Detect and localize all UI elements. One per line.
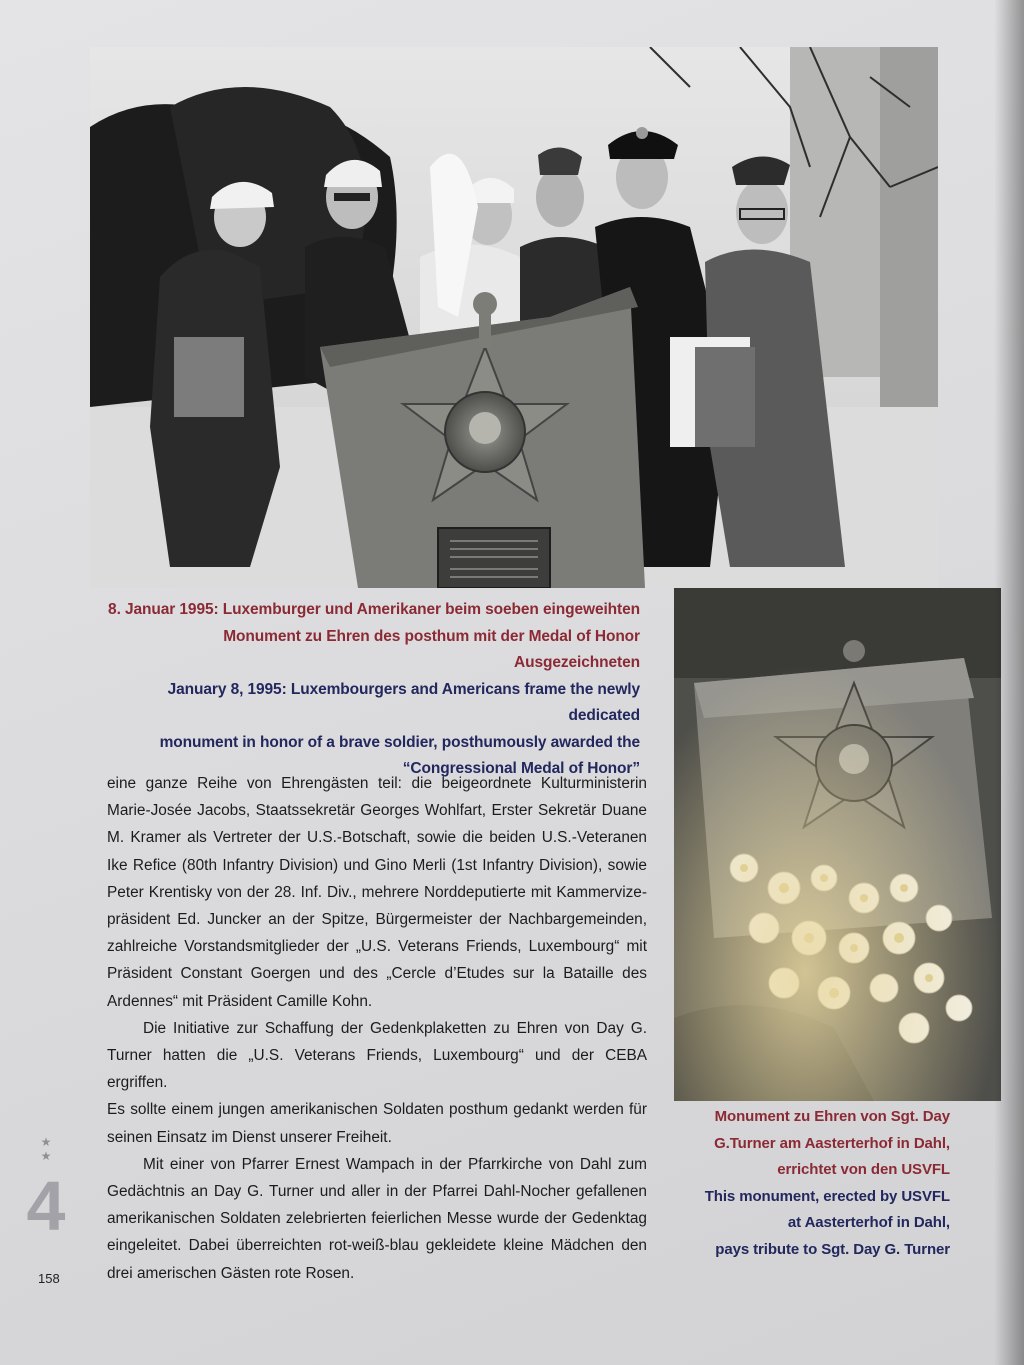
text-line: präsident Ed. Juncker an der Spitze, Bürgermeister der Nachbargemeinden, (107, 911, 647, 929)
star-icon: ★ (40, 1135, 52, 1149)
body-text (107, 770, 647, 1287)
text-line: seinen Einsatz im Dienst unserer Freiheit. (107, 1128, 392, 1146)
monument-flowers-photo (674, 588, 1001, 1101)
paragraph-guests (107, 770, 647, 1015)
text-line: Marie-Josée Jacobs, Staatssekretär Georges Wohlfart, Erster Sekretär Duane (107, 802, 647, 820)
text-line: Peter Krentisky von der 28. Inf. Div., mehrere Norddeputierte mit Kammervize- (107, 883, 647, 901)
text-line: Es sollte einem jungen amerikanischen Soldaten posthum gedankt werden für (107, 1101, 647, 1119)
caption-de-line: G.Turner am Aasterterhof in Dahl, (714, 1134, 950, 1152)
side-photo-caption (600, 1104, 950, 1263)
caption-de-line: errichtet von den USVFL (777, 1161, 950, 1178)
text-line: Turner hatten die „U.S. Veterans Friends, Luxembourg“ und der CEBA ergriffen. (107, 1047, 647, 1092)
caption-de-line: Monument zu Ehren von Sgt. Day (714, 1108, 950, 1125)
caption-en-line: pays tribute to Sgt. Day G. Turner (715, 1240, 950, 1258)
text-line: Ike Refice (80th Infantry Division) und Gino Merli (1st Infantry Division), sowie (107, 856, 647, 874)
page-number: 158 (38, 1271, 60, 1286)
text-line: eine ganze Reihe von Ehrengästen teil: die beigeordnete Kulturministerin (107, 775, 647, 792)
chapter-number: 4 (26, 1167, 66, 1245)
text-line: drei amerischen Gästen rote Rosen. (107, 1264, 355, 1282)
text-line: Präsident Constant Goergen und des „Cercle d’Etudes sur la Bataille des (107, 965, 647, 983)
caption-en-line: This monument, erected by USVFL (704, 1187, 950, 1205)
chapter-marker (26, 1135, 66, 1245)
veterans-monument-photo (90, 47, 938, 588)
star-icon: ★ (40, 1149, 52, 1163)
main-photo-caption (100, 597, 640, 783)
caption-de-line: 8. Januar 1995: Luxemburger und Amerikaner beim soeben eingeweihten (108, 601, 640, 618)
text-line: eingeleitet. Dabei überreichten rot-weiß-blau gekleidete kleine Mädchen den (107, 1237, 647, 1255)
caption-de-line: Monument zu Ehren des posthum mit der Medal of Honor Ausgezeichneten (223, 627, 640, 671)
page-edge-shadow (994, 0, 1024, 1365)
text-line: M. Kramer als Vertreter der U.S.-Botschaft, sowie die beiden U.S.-Veteranen (107, 829, 647, 847)
text-line: amerikanischen Soldaten zelebrierten feierlichen Messe wurde der Gedenktag (107, 1210, 647, 1228)
caption-en-line: at Aasterterhof in Dahl, (787, 1214, 950, 1231)
text-line: Mit einer von Pfarrer Ernest Wampach in der Pfarrkirche von Dahl zum (143, 1155, 647, 1173)
text-line: zahlreiche Vorstandsmitglieder der „U.S. Veterans Friends, Luxembourg“ mit (107, 938, 647, 956)
caption-en-line: “Congressional Medal of Honor” (402, 760, 640, 777)
paragraph-initiative (107, 1015, 647, 1151)
text-line: Die Initiative zur Schaffung der Gedenkplaketten zu Ehren von Day G. (143, 1019, 647, 1037)
caption-en-line: January 8, 1995: Luxembourgers and Americans frame the newly dedicated (167, 680, 640, 724)
caption-en-line: monument in honor of a brave soldier, posthumously awarded the (159, 733, 640, 751)
text-line: Gedächtnis an Day G. Turner und aller in der Pfarrei Dahl-Nocher gefallenen (107, 1183, 647, 1201)
text-line: Ardennes“ mit Präsident Camille Kohn. (107, 992, 373, 1010)
paragraph-mass (107, 1151, 647, 1287)
